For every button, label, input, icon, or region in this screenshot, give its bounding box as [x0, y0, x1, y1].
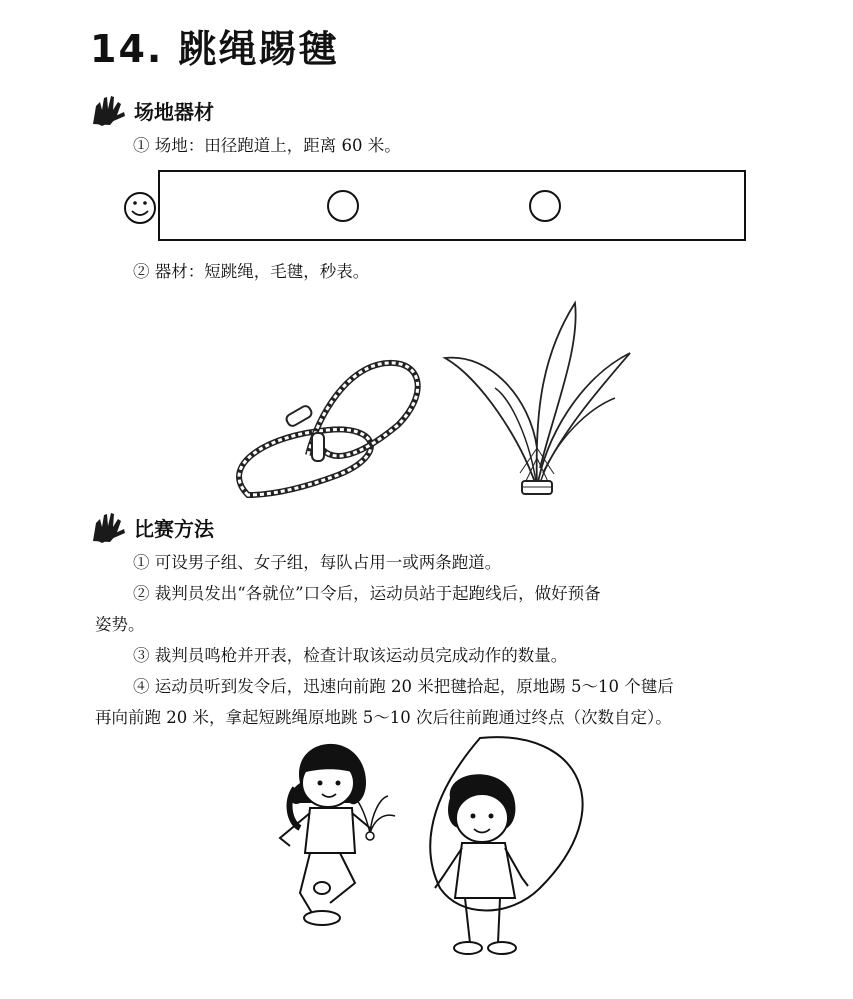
rule-1: ① 可设男子组、女子组，每队占用一或两条跑道。	[133, 553, 502, 572]
marker-circle-1	[328, 191, 358, 221]
jump-rope-icon	[228, 355, 428, 505]
venue-text: ① 场地：田径跑道上，距离 60 米。	[133, 136, 401, 155]
rule-4: ④ 运动员听到发令后，迅速向前跑 20 米把毽拾起，原地踢 5～10 个毽后	[133, 677, 674, 696]
page-title: 14. 跳绳踢毽	[90, 27, 339, 71]
section-heading-method: 比赛方法	[134, 517, 214, 541]
shuttlecock-icon	[440, 298, 635, 498]
smiley-icon	[125, 193, 155, 223]
rule-2: ② 裁判员发出“各就位”口令后，运动员站于起跑线后，做好预备	[133, 584, 601, 603]
children-illustration	[260, 728, 620, 990]
hand-icon	[90, 94, 128, 128]
track-lane	[159, 171, 745, 240]
rule-3: ③ 裁判员鸣枪并开表，检查计取该运动员完成动作的数量。	[133, 646, 568, 665]
rule-4-cont: 再向前跑 20 米，拿起短跳绳原地跳 5～10 次后往前跑通过终点（次数自定）。	[95, 708, 672, 727]
hand-icon	[90, 511, 128, 545]
marker-circle-2	[530, 191, 560, 221]
rule-2-cont: 姿势。	[95, 615, 145, 634]
section-heading-venue: 场地器材	[134, 100, 214, 124]
girl-jumping-rope	[430, 737, 582, 954]
girl-kicking	[280, 744, 370, 925]
equipment-text: ② 器材：短跳绳，毛毽，秒表。	[133, 262, 370, 281]
track-diagram	[120, 168, 750, 244]
small-shuttlecock	[355, 796, 395, 840]
